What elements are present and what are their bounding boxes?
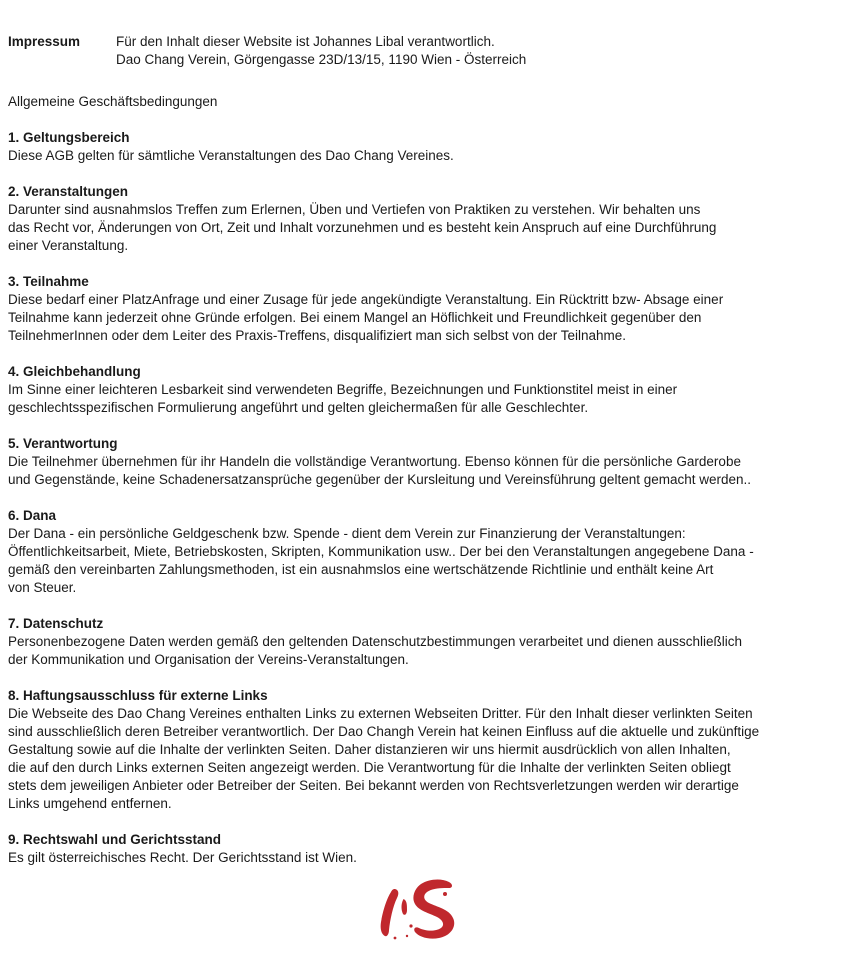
section-line: Diese AGB gelten für sämtliche Veranstaltungen des Dao Chang Vereines. bbox=[8, 148, 454, 163]
section-line: die auf den durch Links externen Seiten angezeigt werden. Die Verantwortung für die Inhalte der verlinkten Seiten obliegt bbox=[8, 760, 731, 775]
section-line: Links umgehend entfernen. bbox=[8, 796, 172, 811]
section-heading: 7. Datenschutz bbox=[8, 616, 104, 631]
section-heading: 2. Veranstaltungen bbox=[8, 184, 129, 199]
section-heading: 6. Dana bbox=[8, 508, 57, 523]
agb-section-geltungsbereich bbox=[8, 129, 838, 165]
logo-svg bbox=[377, 876, 459, 942]
section-line: Im Sinne einer leichteren Lesbarkeit sind verwendeten Begriffe, Bezeichnungen und Funktionstitel meist in einer bbox=[8, 382, 678, 397]
impressum-block bbox=[8, 33, 838, 69]
impressum-label: Impressum bbox=[8, 34, 81, 49]
legal-page bbox=[8, 33, 838, 867]
section-line: Diese bedarf einer PlatzAnfrage und einer Zusage für jede angekündigte Veranstaltung. Ein Rücktritt bzw- Absage einer bbox=[8, 292, 724, 307]
impressum-line: Für den Inhalt dieser Website ist Johannes Libal verantwortlich. bbox=[116, 34, 495, 49]
section-line: Darunter sind ausnahmslos Treffen zum Erlernen, Üben und Vertiefen von Praktiken zu verstehen. Wir behalten uns bbox=[8, 202, 701, 217]
section-heading: 9. Rechtswahl und Gerichtsstand bbox=[8, 832, 222, 847]
brush-calligraphy-logo-icon bbox=[377, 876, 459, 942]
section-heading: 1. Geltungsbereich bbox=[8, 130, 130, 145]
section-line: Die Teilnehmer übernehmen für ihr Handeln die vollständige Verantwortung. Ebenso können für die persönliche Garderobe bbox=[8, 454, 741, 469]
section-line: Personenbezogene Daten werden gemäß den geltenden Datenschutzbestimmungen verarbeitet und dienen ausschließlich bbox=[8, 634, 742, 649]
section-line: von Steuer. bbox=[8, 580, 77, 595]
section-line: einer Veranstaltung. bbox=[8, 238, 129, 253]
agb-title: Allgemeine Geschäftsbedingungen bbox=[8, 94, 218, 109]
section-line: TeilnehmerInnen oder dem Leiter des Praxis-Treffens, disqualifiziert man sich selbst von der Teilnahme. bbox=[8, 328, 627, 343]
section-heading: 5. Verantwortung bbox=[8, 436, 118, 451]
impressum-line: Dao Chang Verein, Görgengasse 23D/13/15, 1190 Wien - Österreich bbox=[116, 52, 527, 67]
agb-section-teilnahme bbox=[8, 273, 838, 345]
section-heading: 3. Teilnahme bbox=[8, 274, 89, 289]
section-line: Gestaltung sowie auf die Inhalte der verlinkten Seiten. Daher distanzieren wir uns hiermit ausdrücklich von allen Inhalten, bbox=[8, 742, 731, 757]
agb-section-verantwortung bbox=[8, 435, 838, 489]
agb-section-rechtswahl bbox=[8, 831, 838, 867]
section-heading: 8. Haftungsausschluss für externe Links bbox=[8, 688, 268, 703]
agb-section-datenschutz bbox=[8, 615, 838, 669]
section-line: Es gilt österreichisches Recht. Der Gerichtsstand ist Wien. bbox=[8, 850, 357, 865]
section-heading: 4. Gleichbehandlung bbox=[8, 364, 141, 379]
section-line: das Recht vor, Änderungen von Ort, Zeit und Inhalt vorzunehmen und es besteht kein Anspruch auf eine Durchführung bbox=[8, 220, 717, 235]
agb-section-veranstaltungen bbox=[8, 183, 838, 255]
agb-section-haftungsausschluss bbox=[8, 687, 838, 813]
section-line: gemäß den vereinbarten Zahlungsmethoden, ist ein ausnahmslos eine wertschätzende Richtlinie und enthält keine Art bbox=[8, 562, 714, 577]
section-line: und Gegenstände, keine Schadenersatzansprüche gegenüber der Kursleitung und Vereinsführung geltent gemacht werden.. bbox=[8, 472, 752, 487]
agb-section-dana bbox=[8, 507, 838, 597]
agb-section-gleichbehandlung bbox=[8, 363, 838, 417]
section-line: geschlechtsspezifischen Formulierung angeführt und gelten gleichermaßen für alle Geschlechter. bbox=[8, 400, 589, 415]
section-line: sind ausschließlich deren Betreiber verantwortlich. Der Dao Changh Verein hat keinen Einfluss auf die aktuelle und zukünftige bbox=[8, 724, 760, 739]
section-line: stets dem jeweiligen Anbieter oder Betreiber der Seiten. Bei bekannt werden von Rechtsverletzungen werden wir derartige bbox=[8, 778, 739, 793]
section-line: Der Dana - ein persönliche Geldgeschenk bzw. Spende - dient dem Verein zur Finanzierung der Veranstaltungen: bbox=[8, 526, 686, 541]
section-line: Öffentlichkeitsarbeit, Miete, Betriebskosten, Skripten, Kommunikation usw.. Der bei den Veranstaltungen angegebene Dana - bbox=[8, 544, 754, 559]
section-line: der Kommunikation und Organisation der Vereins-Veranstaltungen. bbox=[8, 652, 409, 667]
section-line: Teilnahme kann jederzeit ohne Gründe erfolgen. Bei einem Mangel an Höflichkeit und Freundlichkeit gegenüber den bbox=[8, 310, 702, 325]
section-line: Die Webseite des Dao Chang Vereines enthalten Links zu externen Webseiten Dritter. Für den Inhalt dieser verlinkten Seiten bbox=[8, 706, 753, 721]
logo-strokes bbox=[381, 880, 455, 940]
impressum-lines bbox=[116, 33, 526, 69]
